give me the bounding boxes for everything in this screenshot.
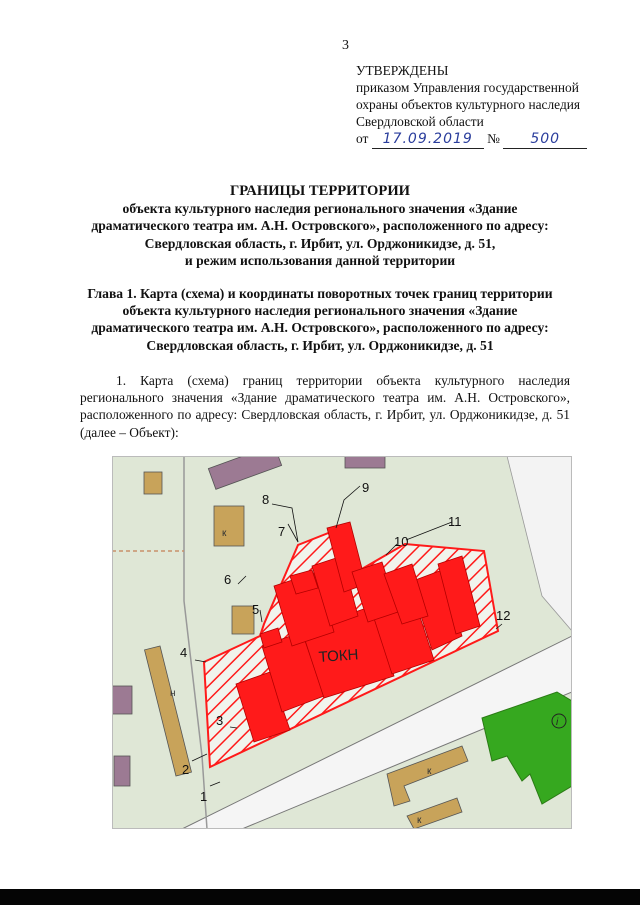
object-label: ТОКН: [318, 646, 359, 666]
date-prefix: от: [356, 131, 369, 146]
building: [144, 472, 162, 494]
title-line-3: Свердловская область, г. Ирбит, ул. Орджоникидзе, д. 51,: [144, 235, 496, 251]
chapter-line-4: Свердловская область, г. Ирбит, ул. Орджоникидзе, д. 51: [146, 337, 494, 353]
point-label-6: 6: [224, 572, 232, 587]
point-label-9: 9: [362, 480, 370, 495]
chapter-line-1: Глава 1. Карта (схема) и координаты поворотных точек границ территории: [87, 286, 553, 301]
approval-line-1: приказом Управления государственной: [356, 80, 579, 95]
title-line-1: объекта культурного наследия регионального значения «Здание: [122, 201, 518, 217]
date-field: [372, 130, 484, 149]
date-value: 17.09.2019: [382, 131, 473, 147]
approval-block: [356, 62, 626, 149]
building-label-k2: к: [427, 766, 432, 777]
approval-date-row: [356, 130, 626, 149]
building: [114, 756, 130, 786]
number-prefix: №: [487, 131, 500, 146]
paragraph-1: 1. Карта (схема) границ территории объекта культурного наследия регионального значения «Здание драматического театра им. А.Н. Островского», расположенного по адресу: Свердловская область, г. Ирбит, ул. Орджоникидзе, д. 51 (далее – Объект):: [80, 373, 570, 440]
point-label-3: 3: [216, 713, 224, 728]
approval-line-2: охраны объектов культурного наследия: [356, 97, 581, 112]
approval-heading: УТВЕРЖДЕНЫ: [356, 63, 449, 78]
title-line-4: и режим использования данной территории: [184, 252, 456, 268]
number-value: 500: [530, 131, 561, 147]
point-label-8: 8: [262, 492, 270, 507]
chapter-heading: [80, 285, 560, 354]
building: [214, 506, 244, 546]
approval-line-3: Свердловской области: [356, 114, 484, 129]
building-label-k1: к: [222, 528, 227, 539]
point-label-10: 10: [394, 534, 409, 549]
building: [345, 456, 385, 468]
building: [112, 686, 132, 714]
title-heading: ГРАНИЦЫ ТЕРРИТОРИИ: [229, 183, 411, 199]
chapter-line-3: драматического театра им. А.Н. Островского», расположенного по адресу:: [91, 320, 549, 336]
number-field: [503, 130, 587, 149]
chapter-line-2: объекта культурного наследия регионального значения «Здание: [122, 303, 518, 319]
point-label-5: 5: [252, 602, 260, 617]
scan-edge: [0, 889, 640, 905]
point-label-2: 2: [182, 762, 190, 777]
title-line-2: драматического театра им. А.Н. Островского», расположенного по адресу:: [91, 218, 549, 234]
point-label-4: 4: [180, 645, 188, 660]
point-label-12: 12: [496, 608, 511, 623]
point-label-7: 7: [278, 524, 286, 539]
point-label-1: 1: [200, 789, 208, 804]
building-label-k3: к: [417, 815, 422, 826]
building-label-n: н: [170, 688, 176, 699]
info-marker-label: i: [556, 717, 559, 728]
building: [232, 606, 254, 634]
page-number: 3: [342, 38, 349, 53]
territory-map: [112, 456, 572, 829]
point-label-11: 11: [448, 514, 462, 529]
document-title: [80, 183, 560, 269]
